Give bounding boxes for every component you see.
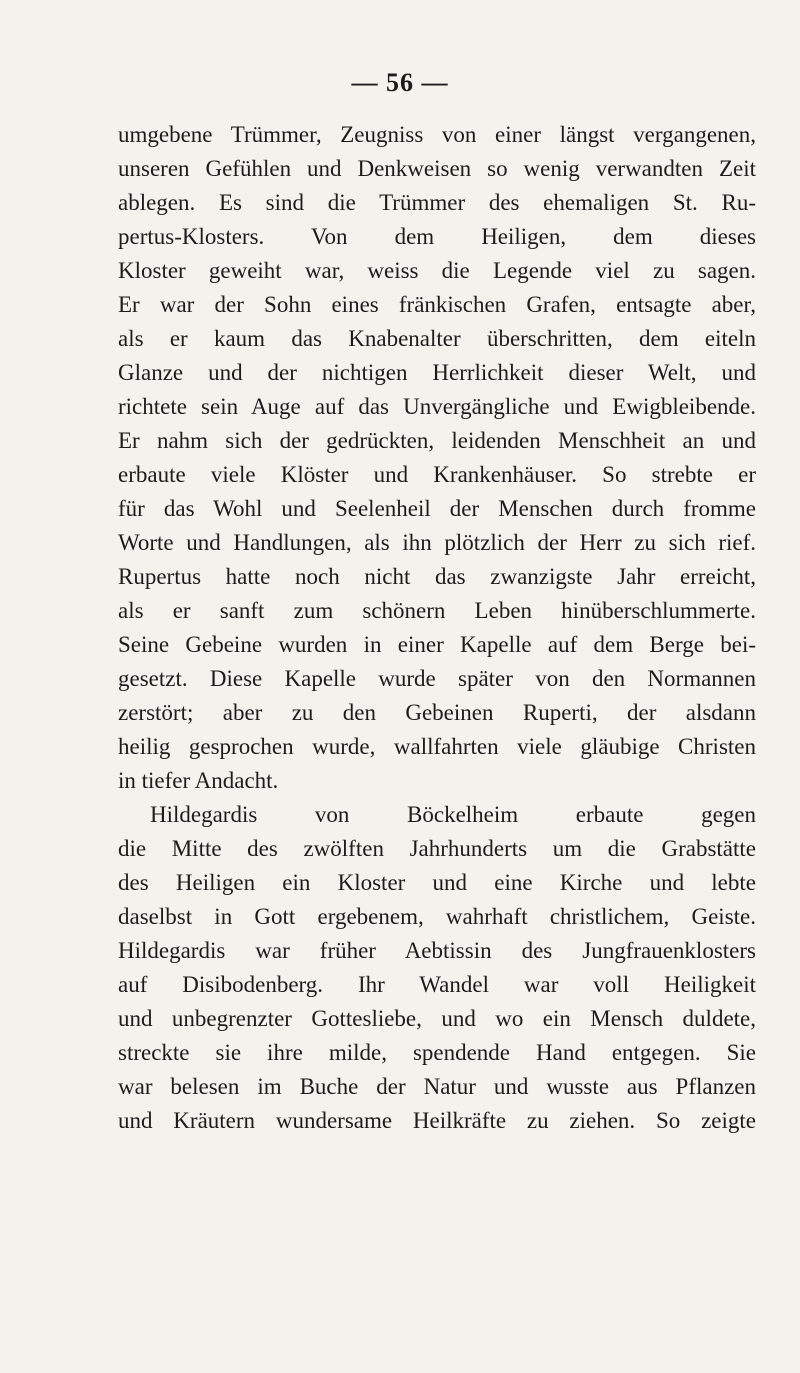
text-line: zerstört; aber zu den Gebeinen Ruperti, der alsdann (118, 700, 756, 725)
text-line: Seine Gebeine wurden in einer Kapelle auf dem Berge bei- (118, 632, 756, 657)
text-line: Hildegardis von Böckelheim erbaute gegen (150, 802, 756, 827)
text-line: Rupertus hatte noch nicht das zwanzigste Jahr erreicht, (118, 564, 756, 589)
text-line: ablegen. Es sind die Trümmer des ehemaligen St. Ru- (118, 190, 756, 215)
page-number: — 56 — (351, 68, 449, 97)
text-line: heilig gesprochen wurde, wallfahrten viele gläubige Christen (118, 734, 756, 759)
text-line: Er war der Sohn eines fränkischen Grafen, entsagte aber, (118, 292, 756, 317)
text-line: als er kaum das Knabenalter überschritten, dem eiteln (118, 326, 756, 351)
body-text (118, 118, 756, 1138)
text-line: in tiefer Andacht. (118, 768, 279, 793)
text-line: Kloster geweiht war, weiss die Legende viel zu sagen. (118, 258, 756, 283)
text-line: Glanze und der nichtigen Herrlichkeit dieser Welt, und (118, 360, 756, 385)
text-line: Er nahm sich der gedrückten, leidenden Menschheit an und (118, 428, 756, 453)
text-line: richtete sein Auge auf das Unvergängliche und Ewigbleibende. (118, 394, 756, 419)
text-line: als er sanft zum schönern Leben hinüberschlummerte. (118, 598, 756, 623)
text-line: die Mitte des zwölften Jahrhunderts um die Grabstätte (118, 836, 756, 861)
text-line: erbaute viele Klöster und Krankenhäuser. So strebte er (118, 462, 756, 487)
text-line: Hildegardis war früher Aebtissin des Jungfrauenklosters (118, 938, 756, 963)
text-line: war belesen im Buche der Natur und wusste aus Pflanzen (118, 1074, 756, 1099)
text-line: für das Wohl und Seelenheil der Menschen durch fromme (118, 496, 756, 521)
text-line: und unbegrenzter Gottesliebe, und wo ein Mensch duldete, (118, 1006, 756, 1031)
text-line: pertus-Klosters. Von dem Heiligen, dem dieses (118, 224, 756, 249)
text-line: umgebene Trümmer, Zeugniss von einer längst vergangenen, (118, 122, 756, 147)
text-line: auf Disibodenberg. Ihr Wandel war voll Heiligkeit (118, 972, 756, 997)
text-line: unseren Gefühlen und Denkweisen so wenig verwandten Zeit (118, 156, 756, 181)
text-line: Worte und Handlungen, als ihn plötzlich der Herr zu sich rief. (118, 530, 756, 555)
text-line: des Heiligen ein Kloster und eine Kirche und lebte (118, 870, 756, 895)
text-line: und Kräutern wundersame Heilkräfte zu ziehen. So zeigte (118, 1108, 756, 1133)
text-line: gesetzt. Diese Kapelle wurde später von den Normannen (118, 666, 756, 691)
text-line: streckte sie ihre milde, spendende Hand entgegen. Sie (118, 1040, 756, 1065)
text-line: daselbst in Gott ergebenem, wahrhaft christlichem, Geiste. (118, 904, 756, 929)
